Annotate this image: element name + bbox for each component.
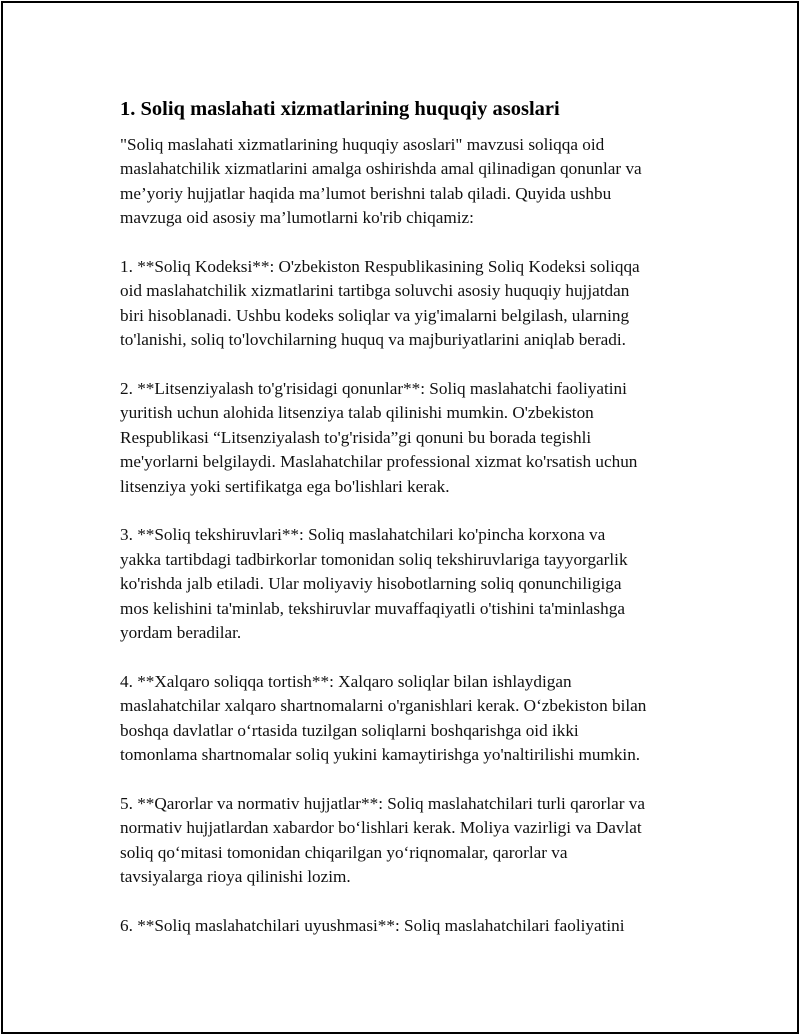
paragraph	[120, 523, 720, 645]
text-line: litsenziya yoki sertifikatga ega bo'lishlari kerak.	[120, 476, 450, 496]
text-line: 4. **Xalqaro soliqqa tortish**: Xalqaro soliqlar bilan ishlaydigan	[120, 671, 572, 691]
text-line: yakka tartibdagi tadbirkorlar tomonidan soliq tekshiruvlariga tayyorgarlik	[120, 549, 628, 569]
text-line: 1. **Soliq Kodeksi**: O'zbekiston Respublikasining Soliq Kodeksi soliqqa	[120, 257, 640, 277]
paragraph	[120, 914, 720, 938]
text-line: ko'rishda jalb etiladi. Ular moliyaviy hisobotlarning soliq qonunchiligiga	[120, 574, 622, 594]
text-line: me'yorlarni belgilaydi. Maslahatchilar professional xizmat ko'rsatish uchun	[120, 452, 638, 472]
text-line: Respublikasi “Litsenziyalash to'g'risida”gi qonuni bu borada tegishli	[120, 427, 592, 447]
text-line: mos kelishini ta'minlab, tekshiruvlar muvaffaqiyatli o'tishini ta'minlashga	[120, 598, 625, 618]
paragraph	[120, 792, 720, 890]
text-line: biri hisoblanadi. Ushbu kodeks soliqlar va yig'imalarni belgilash, ularning	[120, 305, 630, 325]
section-heading: 1. Soliq maslahati xizmatlarining huquqiy asoslari	[120, 98, 560, 120]
page-frame	[1, 1, 799, 1034]
text-line: 5. **Qarorlar va normativ hujjatlar**: Soliq maslahatchilari turli qarorlar va	[120, 793, 646, 813]
text-line: normativ hujjatlardan xabardor bo‘lishlari kerak. Moliya vazirligi va Davlat	[120, 818, 642, 838]
text-line: to'lanishi, soliq to'lovchilarning huquq va majburiyatlarini aniqlab beradi.	[120, 330, 626, 350]
paragraph	[120, 670, 720, 768]
text-line: "Soliq maslahati xizmatlarining huquqiy asoslari" mavzusi soliqqa oid	[120, 135, 605, 154]
text-line: 3. **Soliq tekshiruvlari**: Soliq maslahatchilari ko'pincha korxona va	[120, 525, 606, 545]
text-line: oid maslahatchilik xizmatlarini tartibga soluvchi asosiy huquqiy hujjatdan	[120, 281, 630, 301]
text-line: mavzuga oid asosiy ma’lumotlarni ko'rib chiqamiz:	[120, 208, 474, 228]
text-line: tomonlama shartnomalar soliq yukini kamaytirishga yo'naltirilishi mumkin.	[120, 745, 641, 765]
text-line: tavsiyalarga rioya qilinishi lozim.	[120, 867, 351, 887]
text-line: yordam beradilar.	[120, 623, 242, 643]
paragraph-list	[120, 133, 720, 938]
document-body	[120, 95, 720, 963]
text-line: yuritish uchun alohida litsenziya talab qilinishi mumkin. O'zbekiston	[120, 403, 594, 423]
text-line: boshqa davlatlar o‘rtasida tuzilgan soliqlarni boshqarishga oid ikki	[120, 720, 579, 740]
text-line: maslahatchilar xalqaro shartnomalarni o'rganishlari kerak. O‘zbekiston bilan	[120, 696, 647, 716]
paragraph	[120, 255, 720, 353]
paragraph	[120, 377, 720, 499]
text-line: 2. **Litsenziyalash to'g'risidagi qonunlar**: Soliq maslahatchi faoliyatini	[120, 379, 627, 399]
text-line: me’yoriy hujjatlar haqida ma’lumot berishni talab qiladi. Quyida ushbu	[120, 183, 612, 203]
paragraph	[120, 133, 720, 231]
text-line: 6. **Soliq maslahatchilari uyushmasi**: Soliq maslahatchilari faoliyatini	[120, 915, 625, 935]
text-line: soliq qo‘mitasi tomonidan chiqarilgan yo‘riqnomalar, qarorlar va	[120, 842, 568, 862]
text-line: maslahatchilik xizmatlarini amalga oshirishda amal qilinadigan qonunlar va	[120, 159, 642, 179]
